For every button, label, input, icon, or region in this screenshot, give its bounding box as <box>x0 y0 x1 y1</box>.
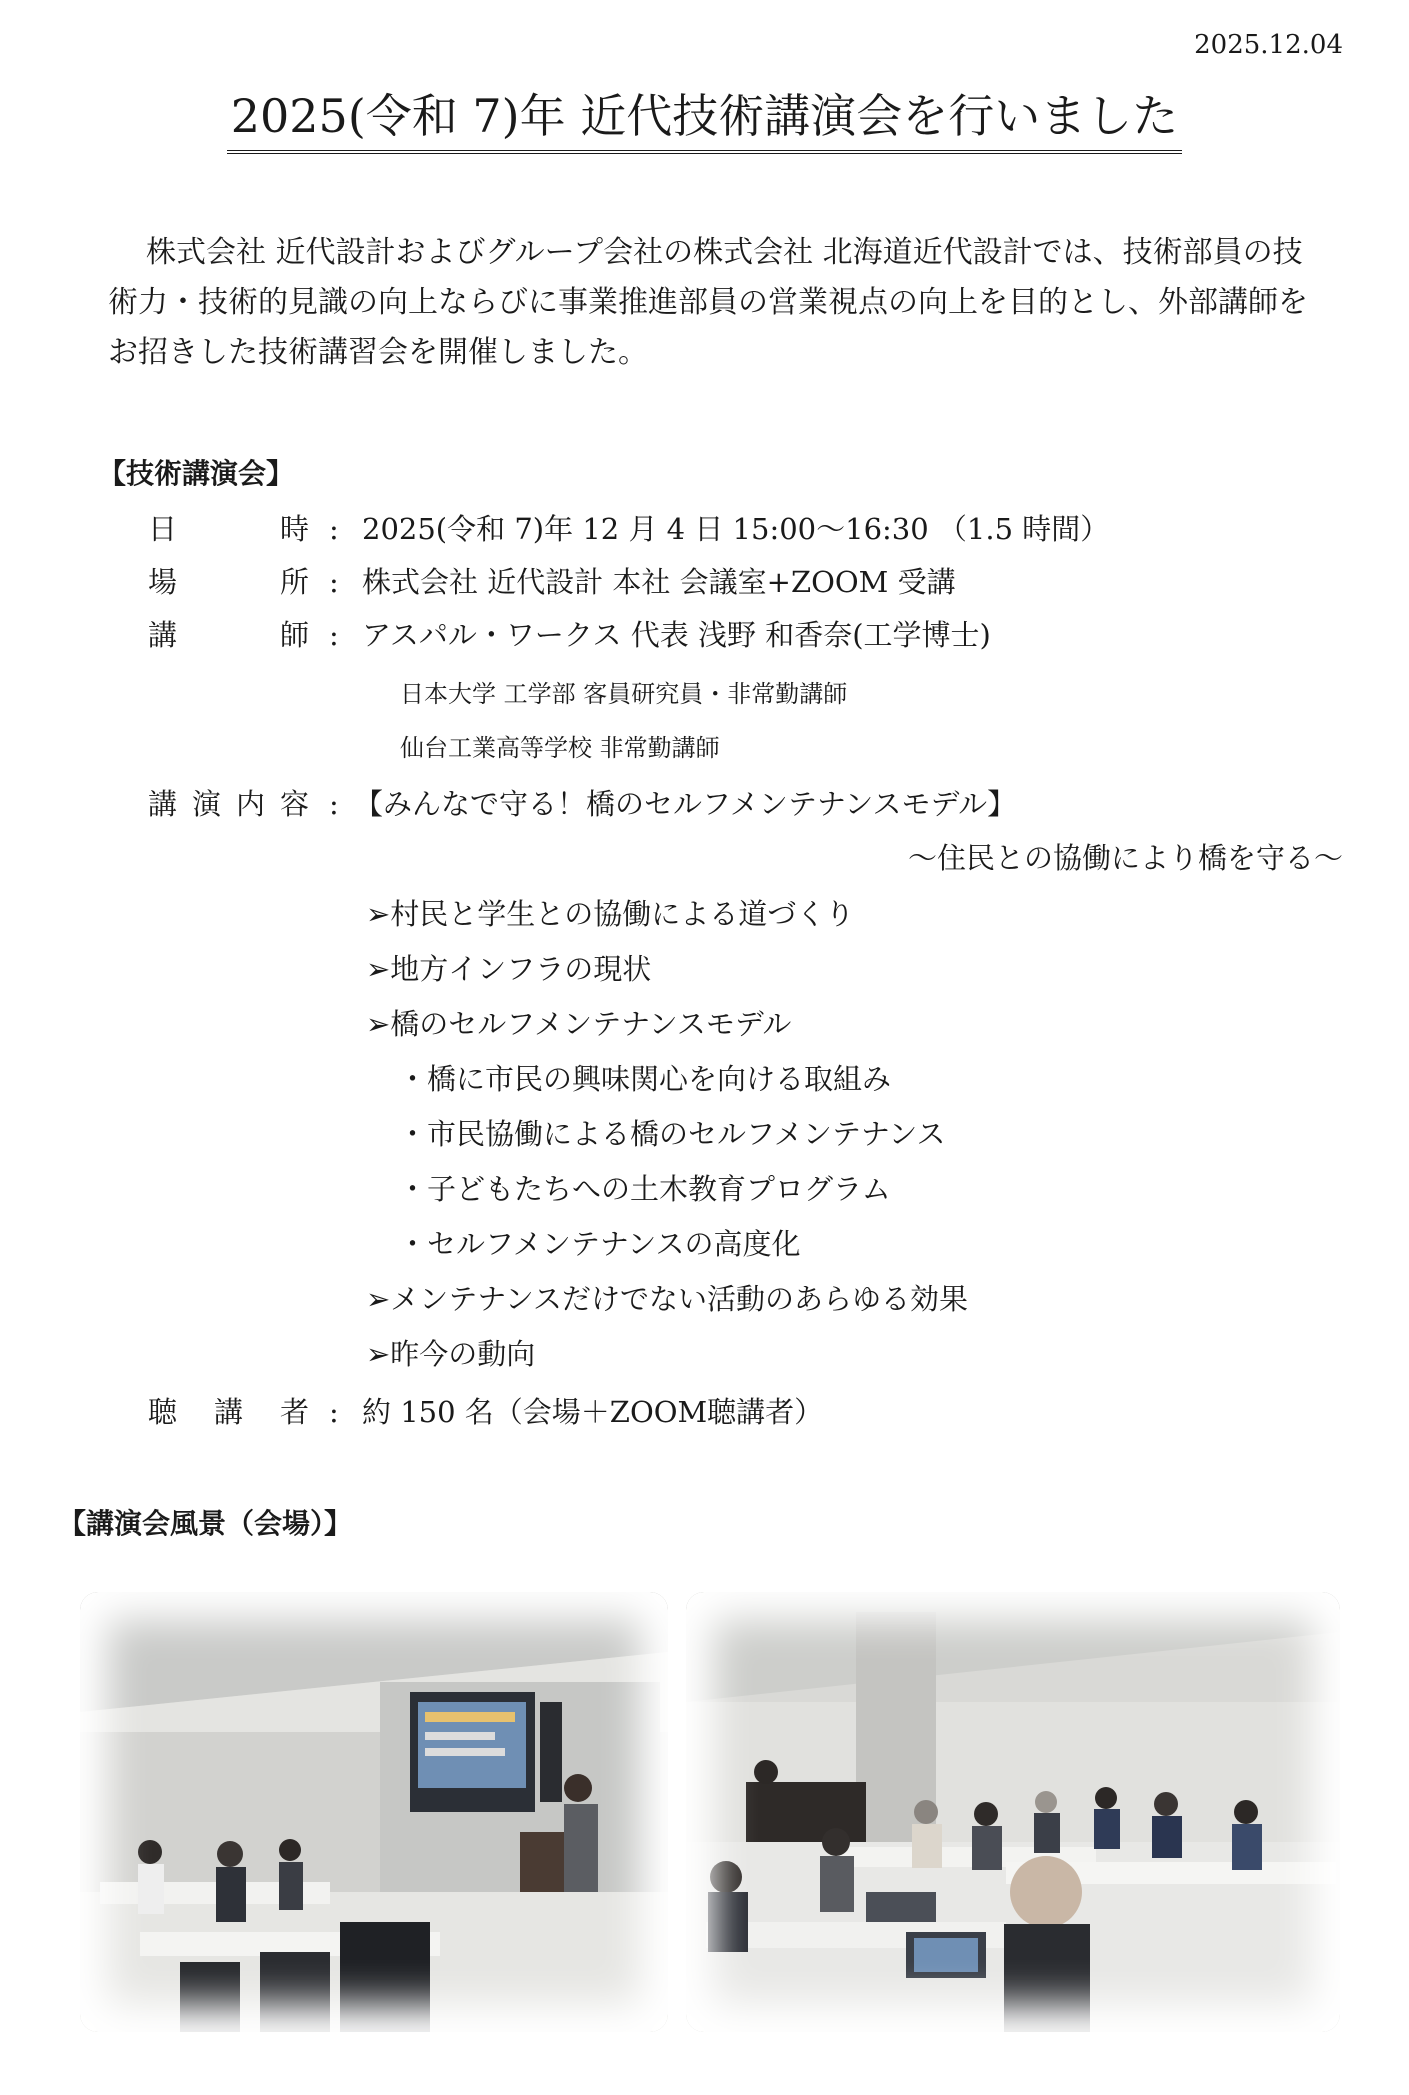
label-char: 講 <box>214 1395 244 1429</box>
label-char: 所 <box>280 565 310 599</box>
venue-photo-audience <box>686 1592 1340 2032</box>
content-item: ➢地方インフラの現状 <box>366 952 652 986</box>
venue-photo-lecturer-image <box>80 1592 668 2032</box>
place-value: 株式会社 近代設計 本社 会議室+ZOOM 受講 <box>362 565 956 599</box>
label-char: 講 <box>148 787 178 821</box>
content-subitem: ・子どもたちへの土木教育プログラム <box>398 1172 891 1206</box>
audience-value: 約 150 名（会場＋ZOOM聴講者） <box>362 1395 824 1429</box>
content-subitem: ・市民協働による橋のセルフメンテナンス <box>398 1117 946 1151</box>
label-char: 聴 <box>148 1395 178 1429</box>
content-subitem: ・セルフメンテナンスの高度化 <box>398 1227 801 1261</box>
document-title <box>0 88 1409 154</box>
colon: : <box>329 512 339 546</box>
lecturer-affiliation: 仙台工業高等学校 非常勤講師 <box>400 734 720 762</box>
content-subitem: ・橋に市民の興味関心を向ける取組み <box>398 1062 892 1096</box>
content-title: 【みんなで守る！橋のセルフメンテナンスモデル】 <box>354 787 1017 821</box>
document-date: 2025.12.04 <box>1194 30 1343 60</box>
venue-photo-lecturer <box>80 1592 668 2032</box>
label-char: 師 <box>280 618 310 652</box>
label-char: 場 <box>148 565 178 599</box>
photos-heading: 【講演会風景（会場）】 <box>58 1507 353 1540</box>
colon: : <box>329 787 339 821</box>
colon: : <box>329 565 339 599</box>
label-char: 内 <box>236 787 266 821</box>
venue-photo-audience-image <box>686 1592 1340 2032</box>
label-char: 講 <box>148 618 178 652</box>
colon: : <box>329 1395 339 1429</box>
content-item: ➢橋のセルフメンテナンスモデル <box>366 1007 792 1041</box>
content-item: ➢村民と学生との協働による道づくり <box>366 897 855 931</box>
label-char: 時 <box>280 512 310 546</box>
label-char: 日 <box>148 512 178 546</box>
lecture-heading: 【技術講演会】 <box>98 457 295 490</box>
title-text: 2025(令和 7)年 近代技術講演会を行いました <box>227 88 1182 154</box>
intro-paragraph: 株式会社 近代設計およびグループ会社の株式会社 北海道近代設計では、技術部員の技術力・技術的見識の向上ならびに事業推進部員の営業視点の向上を目的とし、外部講師をお招きした技術講習会を開催しました。 <box>108 235 1308 370</box>
label-char: 容 <box>280 787 310 821</box>
datetime-value: 2025(令和 7)年 12 月 4 日 15:00～16:30 （1.5 時間） <box>362 512 1110 546</box>
content-item: ➢昨今の動向 <box>366 1337 536 1371</box>
content-subtitle: ～住民との協働により橋を守る～ <box>907 841 1343 875</box>
label-char: 者 <box>280 1395 310 1429</box>
label-char: 演 <box>192 787 222 821</box>
lecturer-value: アスパル・ワークス 代表 浅野 和香奈(工学博士) <box>362 618 991 652</box>
content-item: ➢メンテナンスだけでない活動のあらゆる効果 <box>366 1282 968 1316</box>
lecturer-affiliation: 日本大学 工学部 客員研究員・非常勤講師 <box>400 680 848 708</box>
colon: : <box>329 618 339 652</box>
